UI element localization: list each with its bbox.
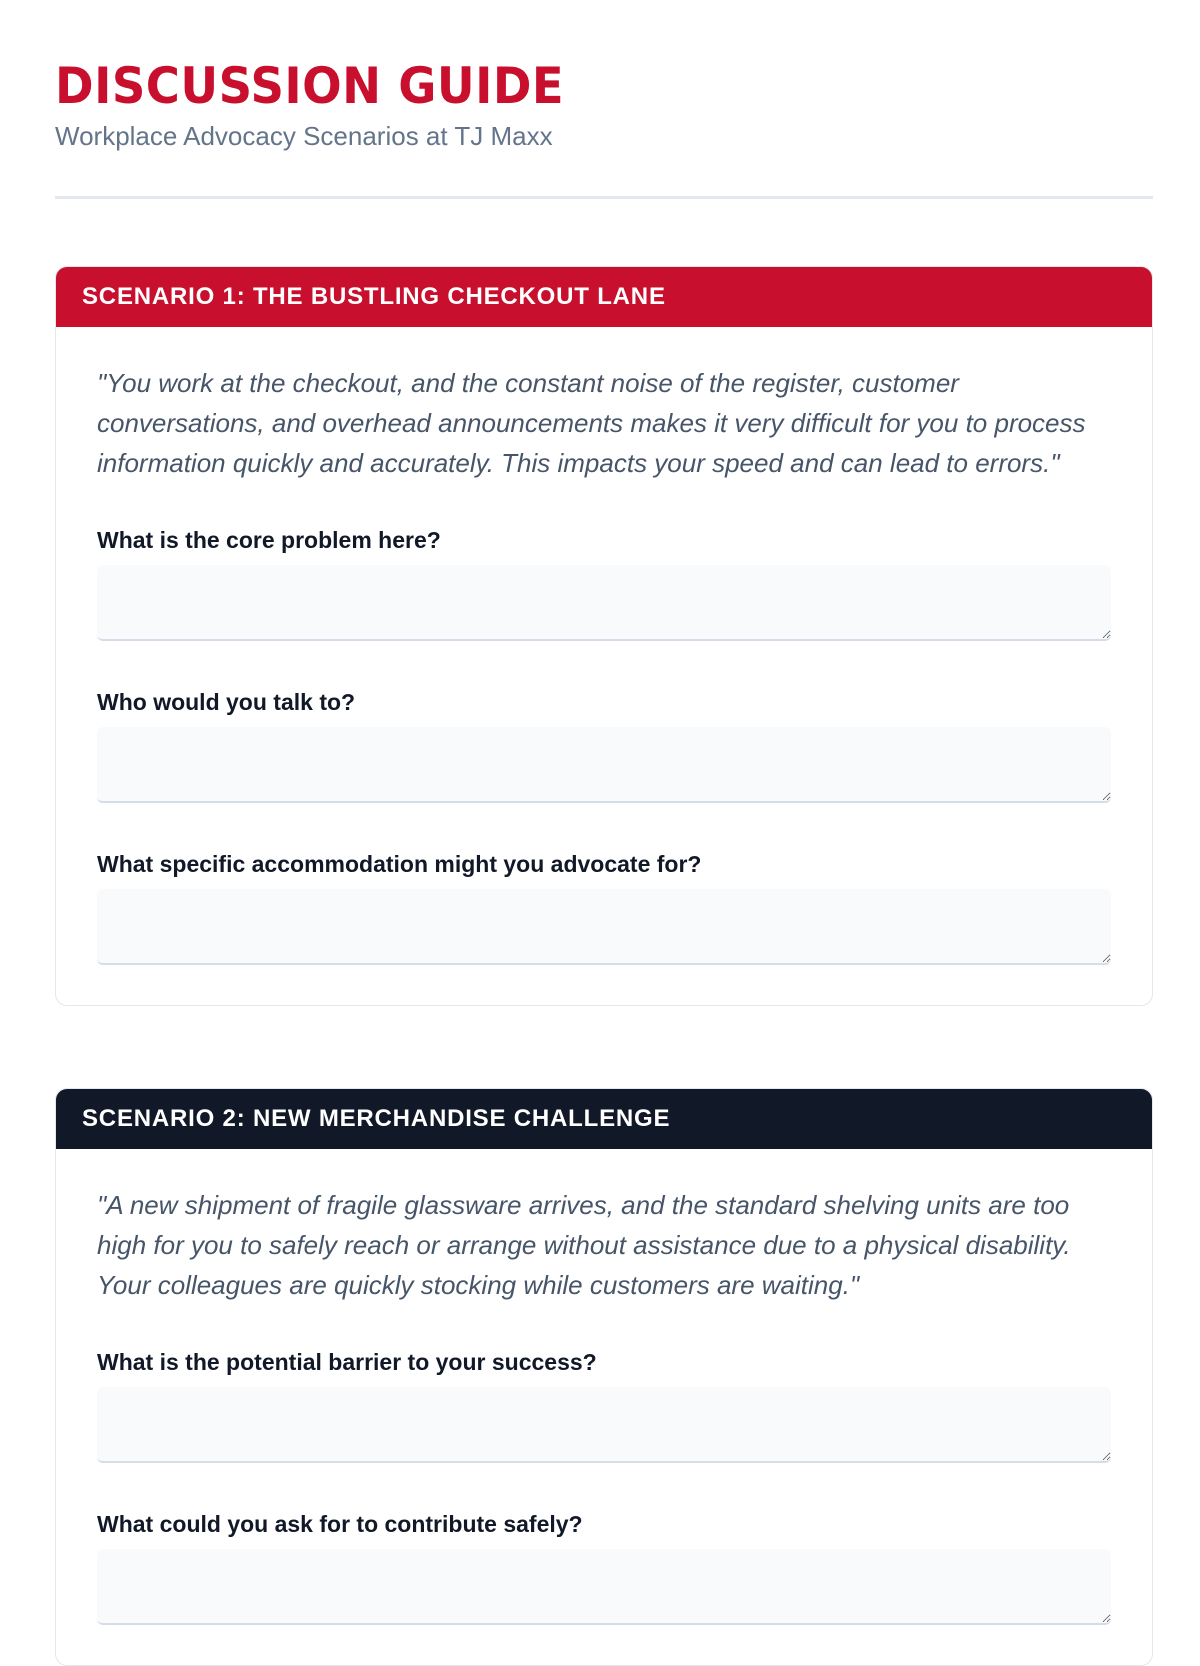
scenario-header: SCENARIO 2: NEW MERCHANDISE CHALLENGE bbox=[56, 1089, 1152, 1149]
scenario-quote: "You work at the checkout, and the constant noise of the register, customer conversations, and overhead announcements makes it very difficult for you to process information quickly and accurately. This impacts your speed and can lead to errors." bbox=[97, 368, 1086, 478]
page-subtitle: Workplace Advocacy Scenarios at TJ Maxx bbox=[55, 121, 553, 151]
question-label: What could you ask for to contribute safely? bbox=[97, 1511, 583, 1537]
question-label: What is the core problem here? bbox=[97, 527, 441, 553]
question-label: What is the potential barrier to your success? bbox=[97, 1349, 597, 1375]
answer-input-who-to-talk-to[interactable] bbox=[97, 727, 1111, 803]
divider bbox=[55, 196, 1153, 199]
answer-input-core-problem[interactable] bbox=[97, 565, 1111, 641]
discussion-guide bbox=[55, 0, 1153, 1666]
scenario-card-1 bbox=[55, 266, 1153, 1006]
answer-input-barrier[interactable] bbox=[97, 1387, 1111, 1463]
scenario-header: SCENARIO 1: THE BUSTLING CHECKOUT LANE bbox=[56, 267, 1152, 327]
page-title: DISCUSSION GUIDE bbox=[55, 57, 565, 115]
question-label: What specific accommodation might you advocate for? bbox=[97, 851, 702, 877]
scenario-quote: "A new shipment of fragile glassware arrives, and the standard shelving units are too high for you to safely reach or arrange without assistance due to a physical disability. Your colleagues are quickly stocking while customers are waiting." bbox=[97, 1190, 1071, 1300]
scenario-card-2 bbox=[55, 1088, 1153, 1666]
question-label: Who would you talk to? bbox=[97, 689, 356, 715]
answer-input-ask-for[interactable] bbox=[97, 1549, 1111, 1625]
answer-input-accommodation[interactable] bbox=[97, 889, 1111, 965]
